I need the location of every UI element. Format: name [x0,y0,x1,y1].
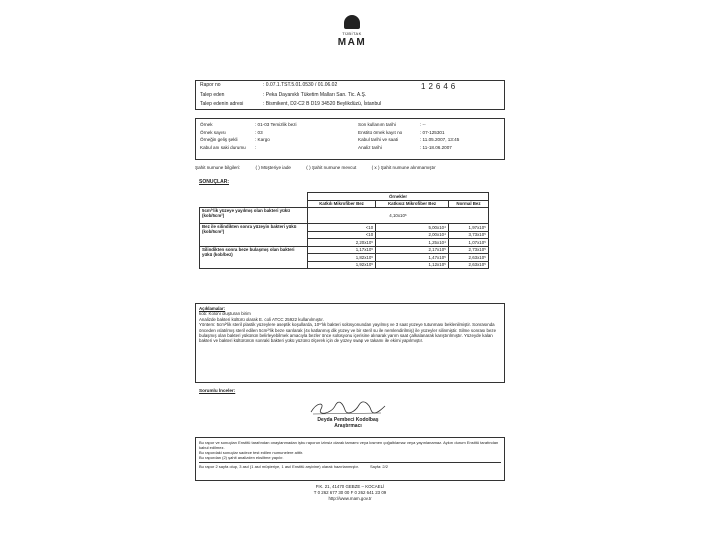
report-no-value: : 0.07.1.TST.5.01.0530 / 01.06.02 [263,82,338,88]
col-header-no-additive: Katkısız Mikrofiber Bez [376,200,449,208]
info-row: Son kullanım tarihi : -- [358,122,426,127]
info-row: Örneğin geliş şekli : Kargo [200,137,270,142]
table-row: 1,82x10⁵ 1,47x10⁵ 2,63x10⁵ [200,254,489,262]
responsible-title: Sorumlu İnceler: [199,388,236,393]
sample-info [195,118,505,160]
address-line: P.K. 21, 41470 GEBZE – KOCAELİ [315,484,385,489]
explanation-line: kob: Koloni oluşturan birim [199,311,251,317]
explanation-line: Analizde bakteri kültürü olarak E. coli ATCC 25922 kullanılmıştır. [199,316,324,322]
witness-label: Şahit numune bilgileri: [195,165,241,170]
info-row: Örnek : 01-03 Temizlik bezi [200,122,297,127]
table-row: Bez ile silindikten sonra yüzeyin bakteri yükü (kob/5cm²) <10 5,00x10⁴ 1,97x10⁵ [200,224,489,232]
website-line: http://www.mam.gov.tr [328,496,372,501]
explanations-title: Açıklamalar: [199,306,226,311]
witness-option-not-taken: ( x ) Şahit numune alınmamıştır [371,165,436,170]
pages-note: Bu rapor 2 sayfa olup, 3 asıl (1 asıl müşteriye, 1 asıl Enstitü arşivine) olarak hazırlanmıştır. [199,464,359,469]
signature-icon [307,400,387,416]
initial-load-label: 5cm²'lik yüzeye yayılmış olan bakteri yükü (kob/5cm²) [200,208,308,224]
sample-info-right [358,122,459,152]
footer-notes [195,437,505,481]
table-row: <10 2,00x10⁴ 3,73x10⁵ [200,231,489,239]
requester-value: : Peka Dayanıklı Tüketim Malları San. Tic. A.Ş. [263,92,367,98]
samples-header: Örnekler [308,193,489,201]
witness-option-available: ( ) Şahit numune mevcut [306,165,357,170]
signatory [303,417,393,429]
phone-fax-line: T 0 262 677 30 00 F 0 262 641 23 09 [313,490,387,495]
col-header-additive: Katkılı Mikrofiber Bez [308,200,376,208]
report-number-row [200,82,337,88]
tubitak-emblem-icon [344,15,360,29]
page-number: Sayfa: 2/2 [369,464,388,469]
wiped-surface-label: Bez ile silindikten sonra yüzeyin bakteri yükü (kob/5cm²) [200,224,308,247]
logo-org: TÜBİTAK [342,31,362,36]
address-row [200,101,381,107]
footer-pages [199,462,501,469]
signatory-name: Deyda Pembeci Kodolbaş [317,417,379,423]
tubitak-mam-logo [335,15,369,48]
results-title: SONUÇLAR: [199,179,229,185]
info-row: Örnek sayısı : 03 [200,129,263,135]
table-row: Silindikten sonra beze bulaşmış olan bakteri yükü (kob/bez) 1,17x10⁵ 2,17x10⁵ 2,73x10⁵ [200,246,489,254]
col-header-normal: Normal Bez [448,200,488,208]
table-row: 1,92x10⁵ 1,12x10⁵ 2,63x10⁵ [200,261,489,269]
requester-label: Talep eden [200,92,225,98]
report-no-label: Rapor no [200,82,221,88]
signatory-role: Araştırmacı [334,423,362,429]
report-header [195,80,505,110]
witness-sample-line [195,165,505,170]
info-row: Kabul tarihi ve saati : 11.05.2007, 13:45 [358,137,460,142]
report-stamp: 12646 [421,82,459,91]
witness-option-return: ( ) Müşteriye iade [255,165,291,170]
footer-line: Bu rapor ve sonuçları Enstitü tarafından onaylanmadan işbu raporun izinsiz olarak tamamı veya kısmen çoğaltılamaz veya yayınlanamaz. Aykırı durum Enstitü tarafından kabul edilmez. [199,440,499,450]
info-row: Kabul anı saki durumu : [200,144,257,150]
institute-address [195,484,505,502]
results-table [199,192,489,269]
info-row: Enstitü örnek kayıt no : 07-125301 [358,129,445,135]
table-row [200,208,489,224]
signature-block [195,388,505,429]
cloth-load-label: Silindikten sonra beze bulaşmış olan bakteri yükü (kob/bez) [200,246,308,269]
explanations [195,303,505,383]
sample-info-left [200,122,297,152]
requester-row [200,92,366,98]
explanation-line: Yöntem: 5cm²'lik steril plastik yüzeylere aseptik koşullarda, 10⁶'lık bakteri solüsyonundan yayılmış ve 3 saat yüzeye tutunması beklenilmiştir. Sonrasında önceden ıslatılmış steril edilen 5cm²'lik beze sarılarak (4x katlanmış dik yüzey ve bir steril su ile nemlendirilmiş) ile yüzeyler silinmiştir. Silme sonrası beze bulaşmış olan bakteri yükünün belirleyebilmek amacıyla bezler önce solüsyonu içerisine alınarak yarım saat çalkalanarak karıştırılmıştır. Yüzeyde kalan bakteri ve bakteri kültürünün sonraki bakteri yükü yüzünü ölçerek için de yüzey swap ve takamı ile ekimi yapılmıştır. [199,322,497,344]
footer-line: Bu rapordan (2) şahit analizden eksiltme yapılır. [199,455,284,460]
footer-line: Bu rapordaki sonuçlar sadece test edilen numunelere aittir. [199,450,304,455]
address-label: Talep edenin adresi [200,101,244,107]
initial-load-value: 4,10x10⁶ [308,208,489,224]
report-page [195,0,505,540]
address-value: : Bismikent, D2-C2 B D19 34520 Beylikdüzü, İstanbul [263,101,382,107]
info-row: Analiz tarihi : 11-18.06.2007 [358,144,452,150]
logo-name: MAM [337,37,367,48]
table-row: 2,20x10⁵ 1,25x10⁴ 1,07x10⁵ [200,239,489,247]
